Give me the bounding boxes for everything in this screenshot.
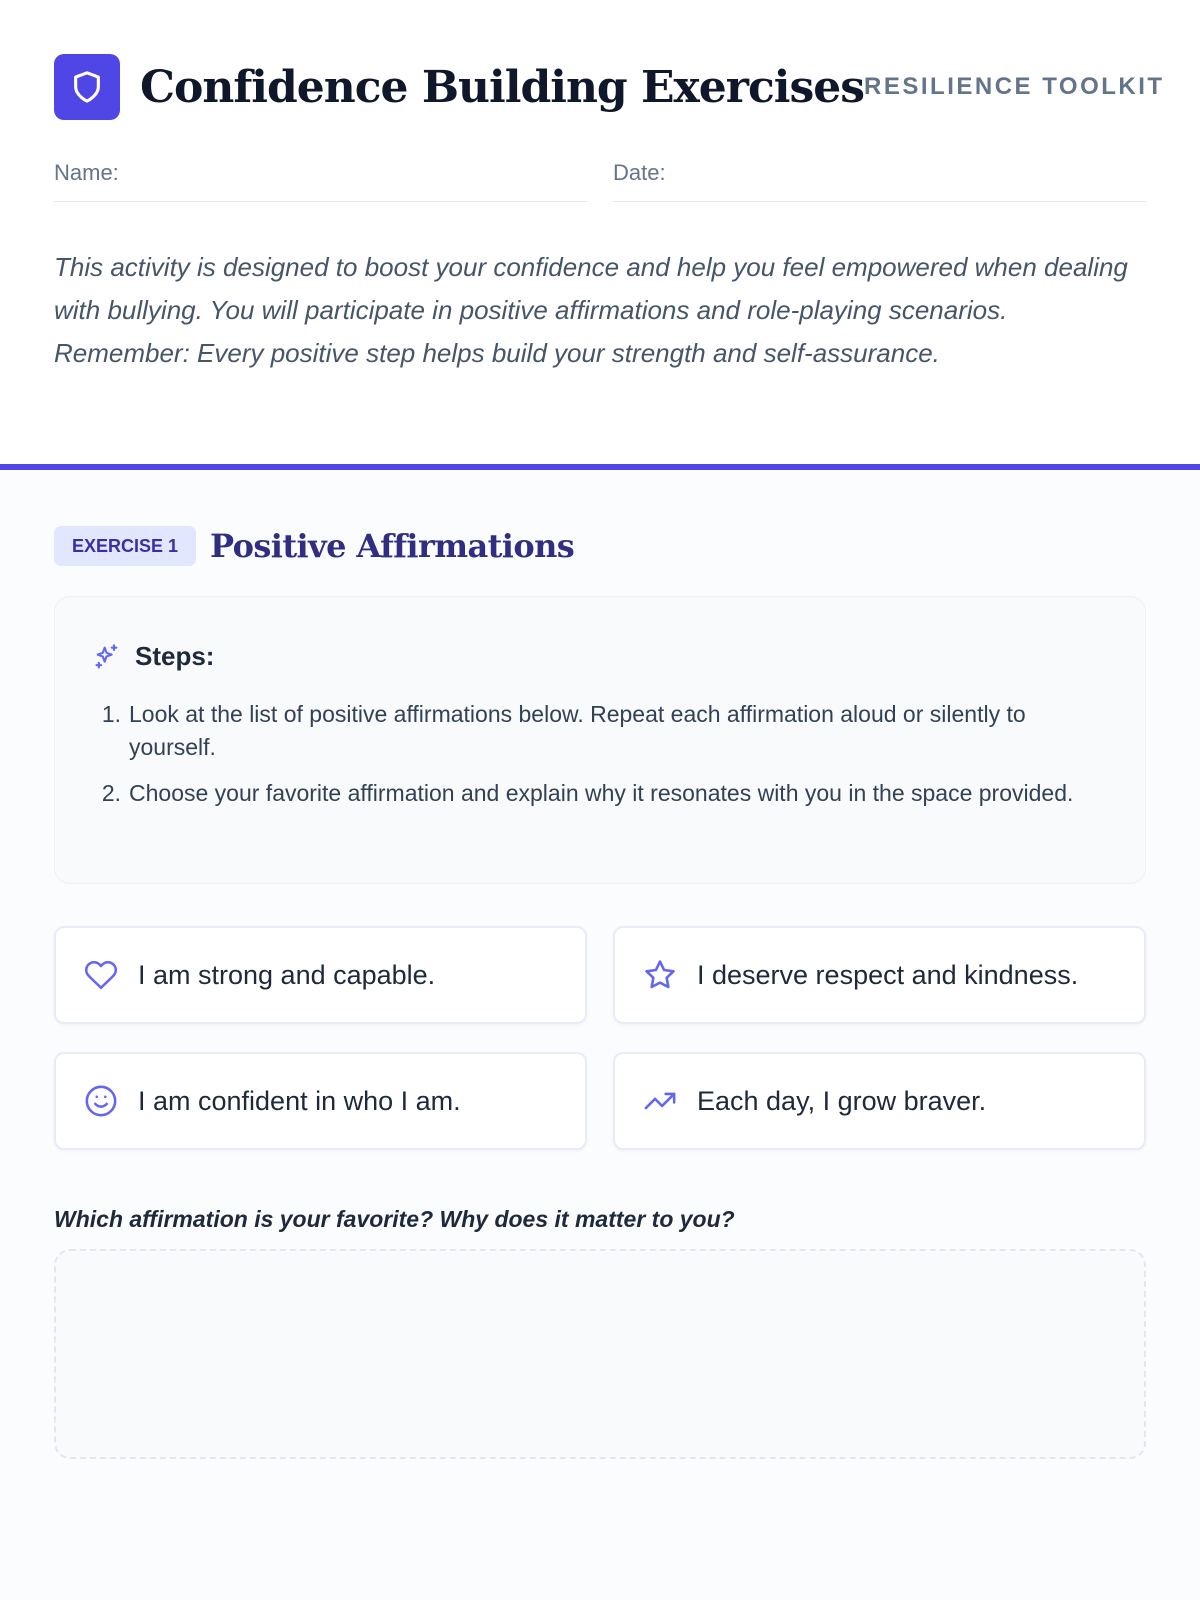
reflection-answer-box[interactable] (54, 1249, 1146, 1459)
smile-icon (84, 1084, 118, 1118)
name-label: Name: (54, 160, 119, 185)
step-item (93, 777, 1107, 810)
toolkit-label: RESILIENCE TOOLKIT (864, 73, 1165, 100)
title-row (54, 54, 1165, 120)
affirmation-text: I am strong and capable. (138, 959, 436, 990)
step-text: Choose your favorite affirmation and explain why it resonates with you in the space provided. (129, 780, 1074, 806)
affirmation-card[interactable] (613, 926, 1146, 1024)
sparkles-icon (93, 643, 121, 671)
exercise-title: Positive Affirmations (210, 527, 575, 565)
affirmation-text: Each day, I grow braver. (697, 1085, 987, 1116)
exercise-badge: EXERCISE 1 (54, 526, 196, 566)
affirmation-cards (54, 926, 1146, 1150)
affirmation-card[interactable] (54, 1052, 587, 1150)
shield-icon (54, 54, 120, 120)
date-label: Date: (613, 160, 666, 185)
page-title: Confidence Building Exercises (140, 61, 865, 113)
steps-list (93, 698, 1107, 810)
intro-text: This activity is designed to boost your confidence and help you feel empowered when dealing with bullying. You will participate in positive affirmations and role-playing scenarios. Remember: Every positive step helps build your strength and self-assurance. (54, 252, 1128, 368)
affirmation-text: I deserve respect and kindness. (697, 959, 1079, 990)
steps-label: Steps: (135, 641, 215, 671)
trending-up-icon (643, 1084, 677, 1118)
worksheet-header (0, 0, 1200, 470)
date-field[interactable] (613, 160, 1146, 202)
student-fields (54, 160, 1146, 202)
star-icon (643, 958, 677, 992)
step-number: 2. (101, 780, 121, 806)
heart-icon (84, 958, 118, 992)
reflection-prompt: Which affirmation is your favorite? Why does it matter to you? (54, 1206, 735, 1232)
affirmation-text: I am confident in who I am. (138, 1085, 461, 1116)
exercise-heading (54, 526, 1146, 566)
steps-box (54, 596, 1146, 884)
exercise-section (0, 470, 1200, 1459)
affirmation-card[interactable] (54, 926, 587, 1024)
step-item (93, 698, 1107, 764)
steps-heading (93, 641, 1107, 672)
step-number: 1. (101, 701, 121, 727)
name-field[interactable] (54, 160, 587, 202)
step-text: Look at the list of positive affirmations below. Repeat each affirmation aloud or silently to yourself. (129, 701, 1026, 760)
affirmation-card[interactable] (613, 1052, 1146, 1150)
